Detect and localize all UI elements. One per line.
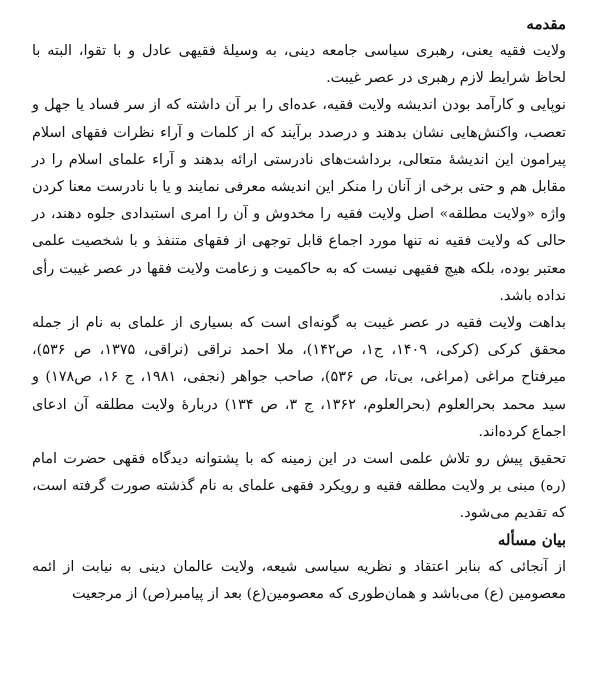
scholars-paragraph: بداهت ولایت فقیه در عصر غیبت به گونه‌ای است که بسیاری از علمای به نام از جمله محقق کرکی (کرکی، ۱۴۰۹، ج۱، ص۱۴۲)، ملا احمد نراقی (نراقی، ۱۳۷۵، ص ۵۳۶)، میرفتاح مراغی (مراغی، بی‌تا، ص ۵۳۶)، صاحب جواهر (نجفی، ۱۹۸۱، ج ۱۶، ص۱۷۸) و سید محمد بحرالعلوم (بحرالعلوم، ۱۳۶۲، ج ۳، ص ۱۳۴) دربارهٔ ولایت مطلقه آن ادعای اجماع کرده‌اند. [32, 315, 566, 440]
context-paragraph: نوپایی و کارآمد بودن اندیشه ولایت فقیه، عده‌ای را بر آن داشته که از سر فساد یا جهل و تعصب، واکنش‌هایی نشان بدهند و درصدد برآیند که از کلمات و آراء نظرات فقهای اسلام پیرامون این اندیشهٔ متعالی، برداشت‌های نادرستی ارائه بدهند و آراء علمای اسلام را در مقابل هم و حتی برخی از آنان را منکر این اندیشه معرفی نمایند و یا با نادرست معنا کردن واژه «ولایت مطلقه» اصل ولایت فقیه را مخدوش و آن را امری استبدادی جلوه دهند، در حالی که ولایت فقیه نه تنها مورد اجماع قابل توجهی از فقهای متنفذ و با شخصیت علمی معتبر بوده، بلکه هیچ فقیهی نیست که به حاکمیت و زعامت ولایت فقها در عصر غیبت رأی نداده باشد. [32, 97, 566, 304]
definition-paragraph: ولایت فقیه یعنی، رهبری سیاسی جامعه دینی، به وسیلهٔ فقیهی عادل و با تقوا، البته با لحاظ شرایط لازم رهبری در عصر غیبت. [32, 43, 566, 87]
research-paragraph: تحقیق پیش رو تلاش علمی است در این زمینه که با پشتوانه دیدگاه فقهی حضرت امام (ره) مبنی بر ولایت مطلقه فقیه و رویکرد فقهی علمای به نام گذشته صورت گرفته است، که تقدیم می‌شود. [32, 451, 566, 522]
problem-heading: بیان مسأله [497, 530, 566, 549]
problem-paragraph: از آنجائی که بنابر اعتقاد و نظریه سیاسی شیعه، ولایت عالمان دینی به نیابت از ائمه معصومین (ع) می‌باشد و همان‌طوری که معصومین(ع) بعد از پیامبر(ص) از مرجعیت [32, 558, 566, 602]
intro-heading: مقدمه [526, 15, 566, 33]
